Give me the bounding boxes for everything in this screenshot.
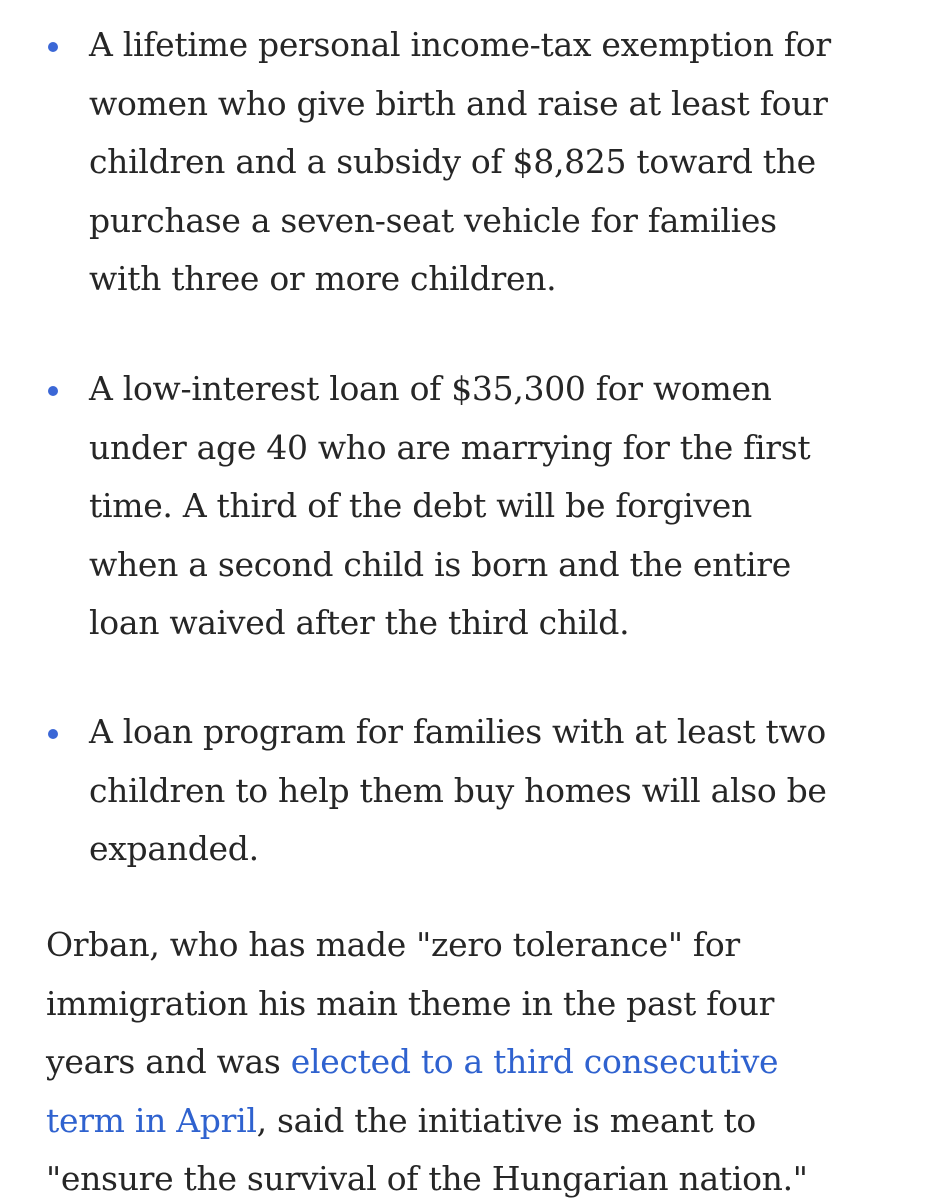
- list-item-text: [89, 16, 919, 309]
- text-line: expanded.: [89, 829, 259, 868]
- text-line: time. A third of the debt will be forgiven: [89, 486, 752, 525]
- list-item-text: [89, 703, 919, 879]
- text-line: when a second child is born and the entire: [89, 544, 791, 584]
- election-link[interactable]: elected to a third consecutive: [290, 1042, 779, 1081]
- text-line: "ensure the survival of the Hungarian nation.": [46, 1159, 808, 1198]
- text-line: A lifetime personal income-tax exemption for: [89, 25, 831, 64]
- list-item-text: [89, 360, 919, 653]
- body-paragraph: [46, 916, 926, 1200]
- text-line: Orban, who has made "zero tolerance" for: [46, 925, 740, 964]
- text-line: A low-interest loan of $35,300 for women: [89, 369, 772, 408]
- text-line: women who give birth and raise at least four: [89, 83, 828, 123]
- text-line: purchase a seven-seat vehicle for families: [89, 200, 777, 240]
- bullet-icon: [48, 386, 58, 396]
- text-fragment: years and was: [46, 1042, 291, 1081]
- text-line: A loan program for families with at least two: [89, 712, 826, 751]
- bullet-icon: [48, 42, 58, 52]
- text-line: [46, 1033, 926, 1092]
- text-line: children to help them buy homes will also be: [89, 770, 827, 810]
- text-fragment: , said the initiative is meant to: [256, 1100, 756, 1140]
- text-line: children and a subsidy of $8,825 toward the: [89, 142, 816, 181]
- text-line: loan waived after the third child.: [89, 603, 630, 642]
- text-line: under age 40 who are marrying for the first: [89, 427, 811, 467]
- bullet-icon: [48, 729, 58, 739]
- election-link-continued[interactable]: term in April: [46, 1100, 257, 1140]
- text-line: [46, 1092, 926, 1151]
- text-line: immigration his main theme in the past four: [46, 983, 775, 1023]
- text-line: with three or more children.: [89, 259, 557, 298]
